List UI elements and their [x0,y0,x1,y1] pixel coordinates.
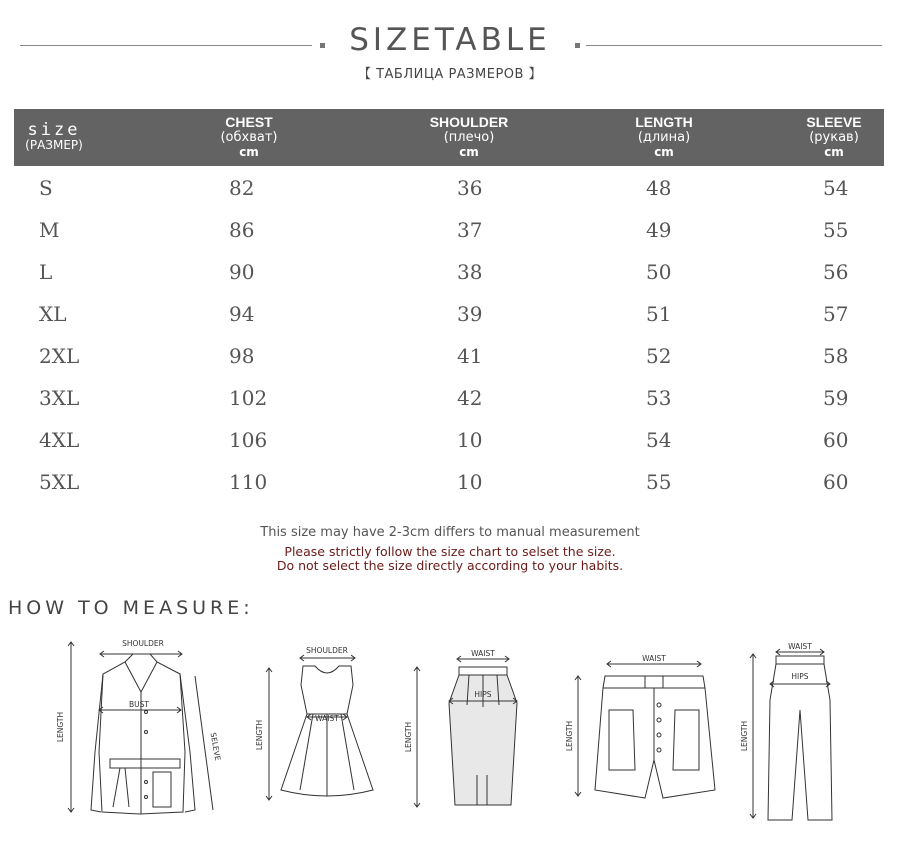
cell-sleeve: 55 [823,218,849,242]
cell-sleeve: 60 [823,428,849,452]
cell-length: 55 [646,470,672,494]
label-length: LENGTH [740,720,749,752]
cell-length: 53 [646,386,672,410]
jacket-measure-figure [55,632,235,822]
skirt-measure-figure [405,645,535,815]
label-hips: HIPS [474,690,492,699]
col-header-sleeve-unit: cm [824,145,844,159]
cell-shoulder: 10 [457,428,483,452]
note-measurement-variance: This size may have 2-3cm differs to manual measurement [260,525,640,540]
label-waist: WAIST [471,649,495,658]
cell-sleeve: 60 [823,470,849,494]
cell-size: S [39,176,53,200]
cell-length: 50 [646,260,672,284]
table-row [14,252,884,294]
label-hips: HIPS [791,672,809,681]
table-row [14,336,884,378]
shorts-measure-figure [565,650,735,810]
cell-length: 54 [646,428,672,452]
cell-length: 52 [646,344,672,368]
cell-shoulder: 37 [457,218,483,242]
col-header-chest-sub: (обхват) [220,130,278,145]
label-sleeve: SELEVE [208,731,223,762]
col-header-shoulder-unit: cm [459,145,479,159]
col-header-length [619,109,709,166]
cell-size: L [39,260,53,284]
cell-size: 3XL [39,386,80,410]
how-to-measure-heading: HOW TO MEASURE: [8,597,254,619]
label-length: LENGTH [404,721,413,753]
cell-sleeve: 54 [823,176,849,200]
cell-chest: 90 [229,260,255,284]
col-header-size-name: size [27,119,81,140]
cell-length: 51 [646,302,672,326]
col-header-size-sub: (РАЗМЕР) [25,137,83,152]
label-bust: BUST [129,700,149,709]
label-length: LENGTH [56,711,65,743]
col-header-sleeve [794,109,874,166]
cell-shoulder: 41 [457,344,483,368]
col-header-length-unit: cm [654,145,674,159]
col-header-shoulder [419,109,519,166]
col-header-chest-name: CHEST [225,114,273,130]
cell-shoulder: 36 [457,176,483,200]
cell-chest: 86 [229,218,255,242]
table-row [14,378,884,420]
page-title: SIZETABLE [349,22,551,58]
col-header-shoulder-sub: (плечо) [443,130,495,145]
cell-sleeve: 58 [823,344,849,368]
cell-length: 48 [646,176,672,200]
label-length: LENGTH [255,719,264,751]
col-header-shoulder-name: SHOULDER [429,114,509,130]
cell-size: XL [39,302,67,326]
cell-chest: 110 [229,470,268,494]
col-header-length-name: LENGTH [635,114,693,130]
label-length: LENGTH [565,720,574,752]
label-shoulder: SHOULDER [306,646,348,655]
cell-sleeve: 57 [823,302,849,326]
label-waist: WAIST [315,714,339,723]
cell-size: 2XL [39,344,80,368]
page-subtitle: 【 ТАБЛИЦА РАЗМЕРОВ 】 [357,67,543,82]
table-row [14,210,884,252]
trousers-measure-figure [740,640,850,825]
cell-chest: 106 [229,428,268,452]
table-row [14,168,884,210]
cell-size: 5XL [39,470,80,494]
cell-length: 49 [646,218,672,242]
table-row [14,420,884,462]
note-habits-warning: Do not select the size directly according to your habits. [276,558,624,573]
cell-shoulder: 39 [457,302,483,326]
col-header-sleeve-sub: (рукав) [809,130,859,145]
cell-chest: 98 [229,344,255,368]
table-row [14,462,884,504]
label-waist: WAIST [642,654,666,663]
cell-chest: 94 [229,302,255,326]
table-row [14,294,884,336]
dress-measure-figure [255,640,395,810]
cell-sleeve: 56 [823,260,849,284]
cell-sleeve: 59 [823,386,849,410]
col-header-chest-unit: cm [239,145,259,159]
col-header-chest [204,109,294,166]
col-header-length-sub: (длина) [637,130,691,145]
note-follow-chart: Please strictly follow the size chart to selset the size. [284,544,616,559]
cell-chest: 102 [229,386,268,410]
table-header [14,109,884,166]
label-shoulder: SHOULDER [122,639,164,648]
cell-shoulder: 42 [457,386,483,410]
col-header-size [14,109,94,166]
cell-size: M [39,218,60,242]
cell-size: 4XL [39,428,80,452]
cell-shoulder: 38 [457,260,483,284]
cell-shoulder: 10 [457,470,483,494]
col-header-sleeve-name: SLEEVE [806,114,862,130]
label-waist: WAIST [788,642,812,651]
cell-chest: 82 [229,176,255,200]
